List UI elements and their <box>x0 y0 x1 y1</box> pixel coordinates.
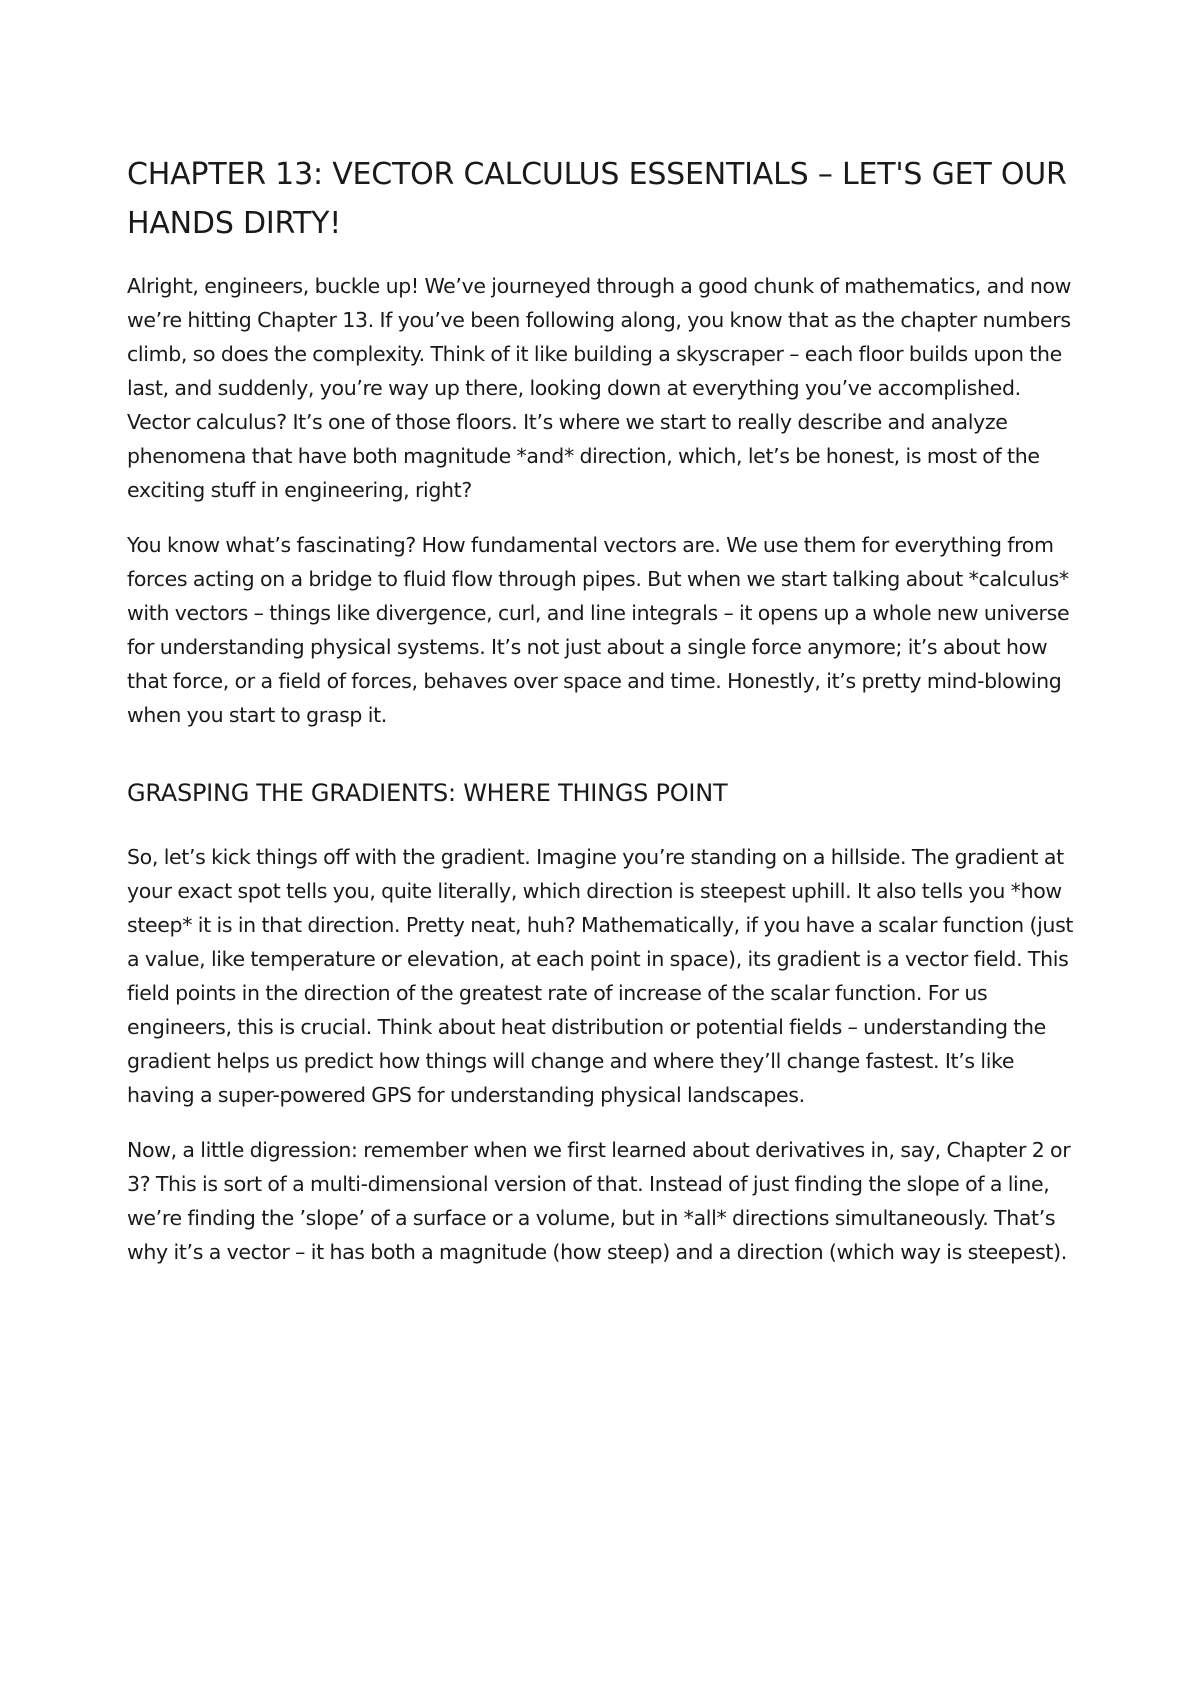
intro-paragraph-1: Alright, engineers, buckle up! We’ve journeyed through a good chunk of mathematics, and now we’re hitting Chapter 13. If you’ve been following along, you know that as the chapter numbers climb, so does the complexity. Think of it like building a skyscraper – each floor builds upon the last, and suddenly, you’re way up there, looking down at everything you’ve accomplished. Vector calculus? It’s one of those floors. It’s where we start to really describe and analyze phenomena that have both magnitude *and* direction, which, let’s be honest, is most of the exciting stuff in engineering, right? <box>127 274 1072 502</box>
section-paragraph-2: Now, a little digression: remember when we first learned about derivatives in, say, Chapter 2 or 3? This is sort of a multi-dimensional version of that. Instead of just finding the slope of a line, we’re finding the ’slope’ of a surface or a volume, but in *all* directions simultaneously. That’s why it’s a vector – it has both a magnitude (how steep) and a direction (which way is steepest). <box>127 1138 1071 1264</box>
chapter-title: CHAPTER 13: VECTOR CALCULUS ESSENTIALS – LET'S GET OUR HANDS DIRTY! <box>127 157 1067 241</box>
section-paragraph-1: So, let’s kick things off with the gradient. Imagine you’re standing on a hillside. The gradient at your exact spot tells you, quite literally, which direction is steepest uphill. It also tells you *how steep* it is in that direction. Pretty neat, huh? Mathematically, if you have a scalar function (just a value, like temperature or elevation, at each point in space), its gradient is a vector field. This field points in the direction of the greatest rate of increase of the scalar function. For us engineers, this is crucial. Think about heat distribution or potential fields – understanding the gradient helps us predict how things will change and where they’ll change fastest. It’s like having a super-powered GPS for understanding physical landscapes. <box>127 845 1074 1107</box>
intro-paragraph-2: You know what’s fascinating? How fundamental vectors are. We use them for everything from forces acting on a bridge to fluid flow through pipes. But when we start talking about *calculus* with vectors – things like divergence, curl, and line integrals – it opens up a whole new universe for understanding physical systems. It’s not just about a single force anymore; it’s about how that force, or a field of forces, behaves over space and time. Honestly, it’s pretty mind-blowing when you start to grasp it. <box>127 533 1070 727</box>
section-heading: GRASPING THE GRADIENTS: WHERE THINGS POINT <box>127 779 728 807</box>
page-content <box>127 150 1087 1290</box>
